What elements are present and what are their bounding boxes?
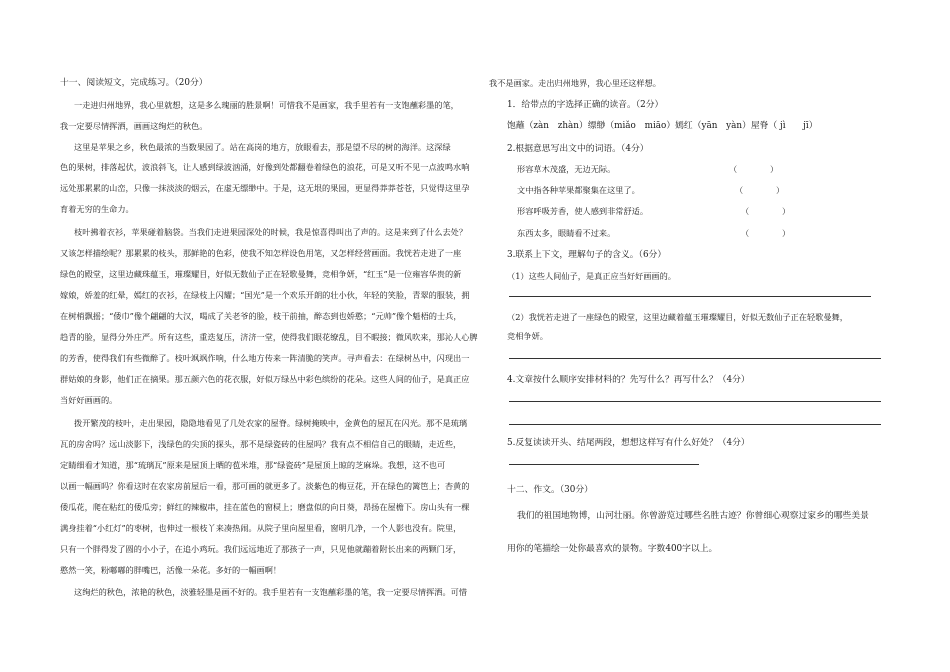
- passage-line: 只有一个胖得发了圆的小小子，在追小鸡玩。我们远远地近了那孩子一声，只见他就蹦着附长出来的两颗门牙，: [60, 544, 462, 554]
- question-2-title: 2.根据意思写出文中的词语。（4分）: [507, 144, 649, 154]
- passage-line: 群姑娘的身影，他们正在摘果。那五颜六色的花衣服，好似万绿丛中彩色缤纷的花朵。这些人间的仙子，是真正应: [60, 374, 470, 384]
- answer-line[interactable]: [509, 358, 881, 359]
- passage-line: 这里是苹果之乡，秋色最浓的当数果园了。站在高岗的地方，放眼看去，那是望不尽的树的海洋。这深绿: [74, 142, 451, 152]
- answer-line[interactable]: [509, 464, 699, 465]
- question-2-item: 形容呼吸芳香，使人感到非常舒适。: [517, 206, 649, 216]
- passage-line: 嫁娘，娇羞的红晕，嫣红的衣衫，在绿枝上闪耀；“国光”是一个欢乐开朗的壮小伙，年轻的笑脸，青翠的服装，拥: [60, 290, 470, 300]
- passage-line: 趋青的脸，显得分外庄严。所有这些，重迭复压，济济一堂，使得我们眼花缭乱，目不暇接；微风吹来，那沁人心脾: [60, 332, 478, 342]
- answer-blank[interactable]: （ ）: [741, 206, 791, 216]
- question-5-title: 5.反复读读开头、结尾两段，想想这样写有什么好处？（4分）: [507, 438, 750, 448]
- composition-prompt: 我们的祖国地物博，山河壮丽。你曾游览过哪些名胜古迹？你曾细心观察过家乡的哪些美景: [517, 511, 869, 521]
- section-11-heading: 十一、阅读短文，完成练习。（20分）: [60, 78, 208, 88]
- passage-line: 倭瓜花，爬在粘红的倭瓜旁；鲜红的辣椒串，挂在蓝色的窗棂上；磨盘似的向日葵，昂扬在屋檐下。房山头有一棵: [60, 502, 470, 512]
- composition-prompt-cont: 用你的笔描绘一处你最喜欢的景物。字数400字以上。: [507, 544, 718, 554]
- question-1-title: 1．给带点的字选择正确的读音。（2分）: [507, 100, 664, 110]
- answer-line[interactable]: [509, 296, 871, 297]
- passage-line: 绿色的殿堂，这里边藏珠蕴玉，璀璨耀目，好似无数仙子正在轻歌曼舞，竞相争妍，“红玉”是一位雍容华贵的新: [60, 269, 462, 279]
- passage-line: 这绚烂的秋色，浓艳的秋色，淡雅轻墨是画不好的。我手里若有一支饱蘸彩墨的笔，我一定要尽情挥洒。可惜: [74, 587, 468, 597]
- passage-line: 育着无穷的生命力。: [60, 204, 134, 214]
- answer-blank[interactable]: （ ）: [729, 164, 779, 174]
- question-3-part-2-cont: 竞相争妍。: [507, 331, 548, 341]
- question-3-part-2: （2）我恍若走进了一座绿色的殿堂，这里边藏着蕴玉璀璨耀目，好似无数仙子正在轻歌曼舞，: [507, 312, 848, 322]
- passage-line: 以画一幅画吗？你看这时在农家房前屋后一看，那可画的就更多了。淡紫色的梅豆花，开在绿色的篱笆上；杏黄的: [60, 481, 470, 491]
- passage-line: 枝叶拂着衣衫，苹果碰着脑袋。当我们走进果园深处的时候，我是惊喜得叫出了声的。这是来到了什么去处？: [74, 227, 468, 237]
- question-2-item: 形容草木茂盛，无边无际。: [517, 164, 616, 174]
- question-4-title: 4.文章按什么顺序安排材料的？先写什么？再写什么？（4分）: [507, 375, 750, 385]
- question-3-title: 3.联系上下文，理解句子的含义。（6分）: [507, 250, 667, 260]
- passage-line: 的芳香，使得我们有些微醉了。枝叶飒飒作响，什么地方传来一阵清脆的笑声。寻声看去：在绿树丛中，闪现出一: [60, 353, 470, 363]
- question-2-item: 东西太多，眼睛看不过来。: [517, 228, 616, 238]
- answer-line[interactable]: [509, 401, 881, 402]
- answer-blank[interactable]: （ ）: [741, 228, 791, 238]
- passage-line: 定睛细看才知道，那“琉璃瓦”原来是屋顶上晒的苞米堆，那“绿瓷砖”是屋顶上晾的芝麻垛。我想，这不也可: [60, 460, 446, 470]
- passage-line: 憨然一笑，粉嘟嘟的胖嘴巴，活像一朵花。多好的一幅画啊！: [60, 565, 282, 575]
- answer-blank[interactable]: （ ）: [735, 185, 785, 195]
- question-3-part-1: （1）这些人间仙子，是真正应当好好画画的。: [507, 271, 676, 281]
- answer-line[interactable]: [509, 424, 881, 425]
- passage-line: 又该怎样描绘呢？那累累的枝头，那鲜艳的色彩，使我不知怎样设色用笔，又怎样经营画面。我恍若走进了一座: [60, 248, 462, 258]
- question-1-options[interactable]: 饱蘸（zàn zhàn）缥缈（miǎo miāo）嫣红（yān yàn）屋脊（ jì jī）: [507, 121, 818, 131]
- passage-line: 一走进归州地界，我心里就想，这是多么瑰丽的胜景啊！可惜我不是画家，我手里若有一支饱蘸彩墨的笔，: [74, 100, 459, 110]
- passage-line: 远处那累累的山峦，只像一抹淡淡的烟云，在虚无缥缈中。于是，这无垠的果园，更显得莽莽苍苍，只觉得这里孕: [60, 183, 470, 193]
- question-2-item: 文中指各种苹果都聚集在这里了。: [517, 185, 640, 195]
- section-12-heading: 十二、作文。（30分）: [507, 485, 593, 495]
- passage-line: 色的果树，排落起伏，波浪斜飞，让人感到绿波汹涌，好像到处都翻卷着绿色的浪花，可是又听不见一点波鸣水响: [60, 162, 470, 172]
- passage-line: 当好好画画的。: [60, 395, 118, 405]
- passage-line: 瓦的房舍吗？远山淡影下，浅绿色的尖顶的探头，那不是绿瓷砖的住屋吗？我有点不相信自己的眼睛，走近些，: [60, 439, 462, 449]
- passage-line: 拨开繁茂的枝叶，走出果园，隐隐地看见了几处农家的屋脊。绿树掩映中，金黄色的屋瓦在闪光。那不是琉璃: [74, 418, 468, 428]
- passage-line: 在树梢飘摇；“倭巾”像个翩翩的大汉，喝成了关老爷的脸，枝干前抽，醉态到也娇憨；“元帅”像个魁梧的士兵，: [60, 311, 462, 321]
- passage-continuation: 我不是画家。走出归州地界，我心里还这样想。: [489, 78, 661, 88]
- passage-line: 我一定要尽情挥洒，画画这绚烂的秋色。: [60, 121, 208, 131]
- passage-line: 满身挂着“小红灯”的枣树，也伸过一根枝丫来凑热闹。从院子里向屋里看，窗明几净，一个人影也没有。院里，: [60, 523, 462, 533]
